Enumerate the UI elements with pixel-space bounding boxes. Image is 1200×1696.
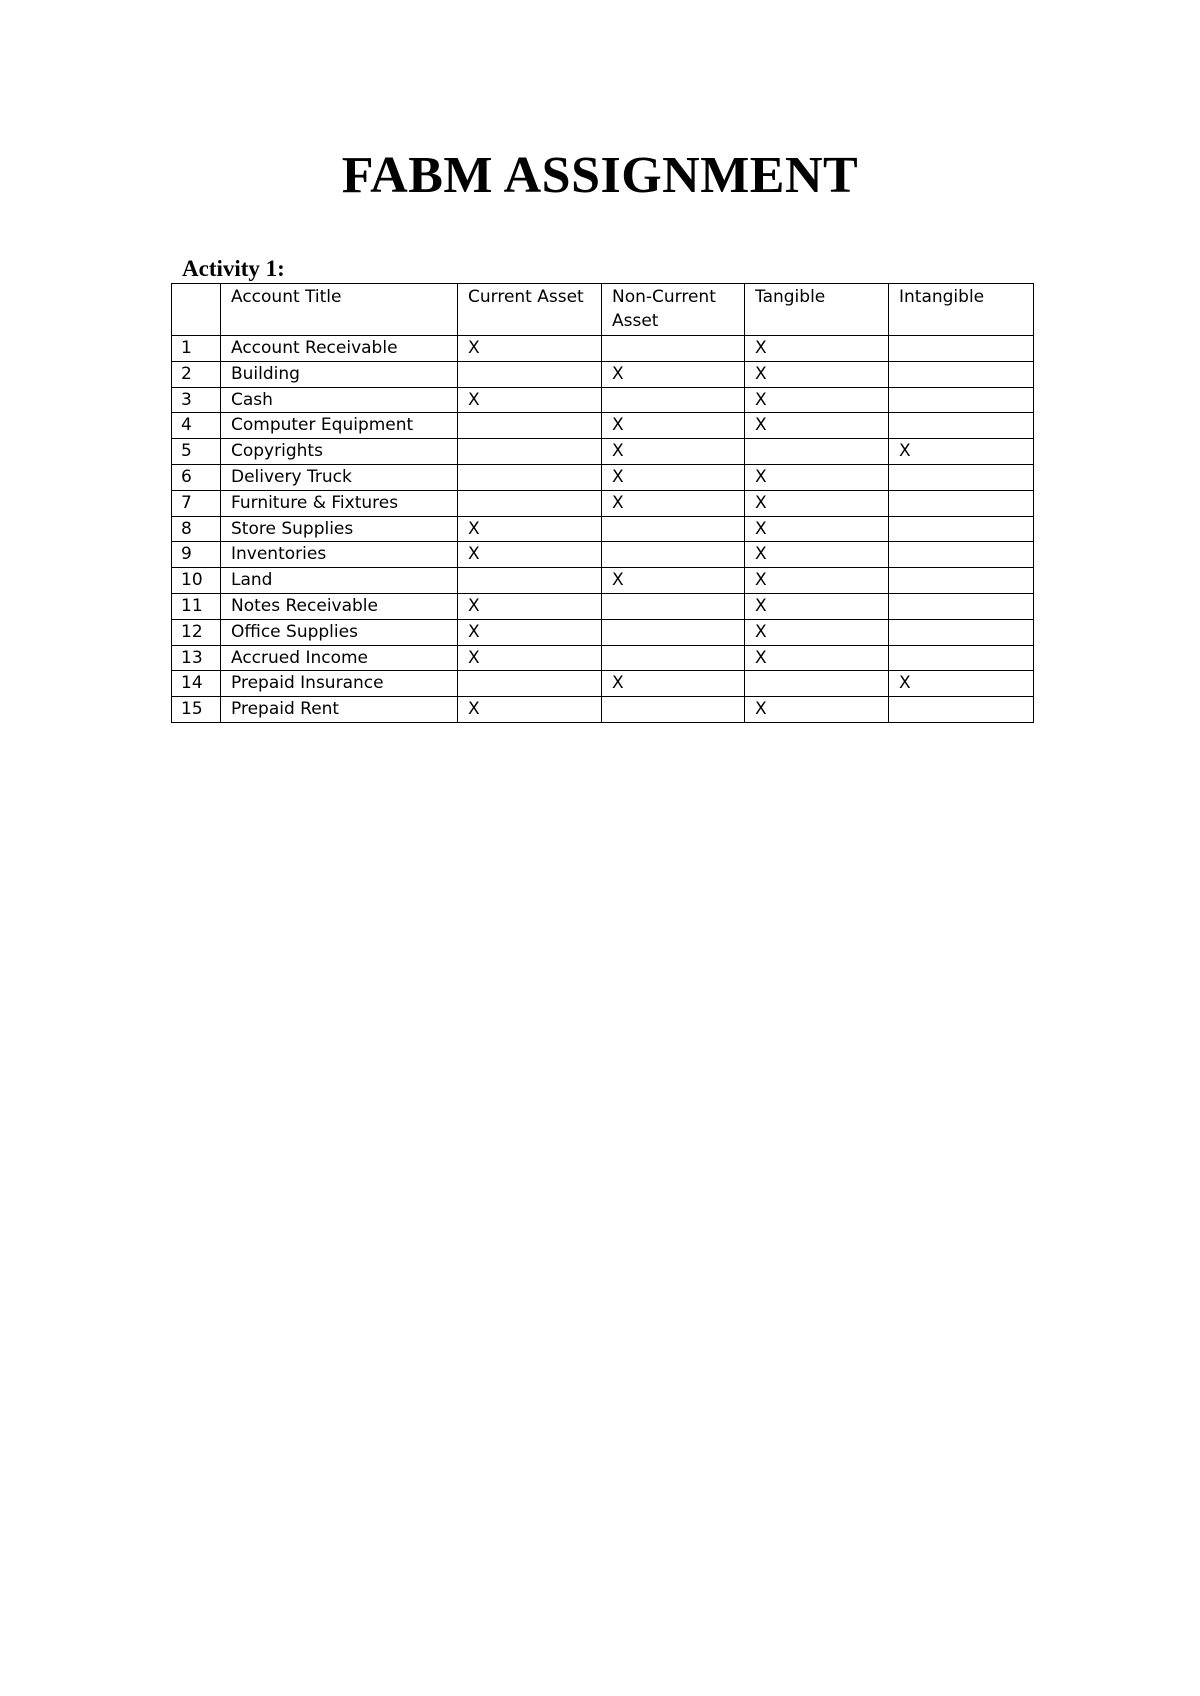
cell-current-asset xyxy=(458,439,602,465)
cell-non-current-asset xyxy=(602,336,745,362)
cell-account-title: Accrued Income xyxy=(221,645,458,671)
header-intangible: Intangible xyxy=(889,284,1034,336)
cell-number: 14 xyxy=(172,671,221,697)
cell-tangible: X xyxy=(745,361,889,387)
cell-non-current-asset xyxy=(602,516,745,542)
table-body xyxy=(172,284,1034,723)
cell-current-asset xyxy=(458,413,602,439)
cell-current-asset: X xyxy=(458,593,602,619)
cell-intangible xyxy=(889,516,1034,542)
cell-intangible xyxy=(889,619,1034,645)
cell-current-asset: X xyxy=(458,619,602,645)
cell-account-title: Furniture & Fixtures xyxy=(221,490,458,516)
cell-current-asset xyxy=(458,490,602,516)
cell-number: 5 xyxy=(172,439,221,465)
cell-intangible xyxy=(889,464,1034,490)
cell-account-title: Building xyxy=(221,361,458,387)
cell-number: 3 xyxy=(172,387,221,413)
account-classification-table xyxy=(171,283,1034,723)
cell-current-asset: X xyxy=(458,387,602,413)
cell-intangible xyxy=(889,361,1034,387)
cell-tangible: X xyxy=(745,568,889,594)
cell-account-title: Account Receivable xyxy=(221,336,458,362)
cell-tangible: X xyxy=(745,516,889,542)
cell-account-title: Prepaid Rent xyxy=(221,697,458,723)
cell-account-title: Prepaid Insurance xyxy=(221,671,458,697)
activity-heading: Activity 1: xyxy=(182,256,285,281)
cell-non-current-asset: X xyxy=(602,671,745,697)
table-row xyxy=(172,619,1034,645)
page-title: FABM ASSIGNMENT xyxy=(341,147,859,204)
cell-current-asset xyxy=(458,464,602,490)
cell-account-title: Cash xyxy=(221,387,458,413)
cell-number: 12 xyxy=(172,619,221,645)
table-row xyxy=(172,387,1034,413)
table-header-row xyxy=(172,284,1034,336)
cell-non-current-asset xyxy=(602,619,745,645)
header-number xyxy=(172,284,221,336)
cell-intangible xyxy=(889,387,1034,413)
cell-current-asset: X xyxy=(458,516,602,542)
cell-non-current-asset xyxy=(602,387,745,413)
cell-tangible: X xyxy=(745,619,889,645)
cell-account-title: Inventories xyxy=(221,542,458,568)
cell-current-asset xyxy=(458,361,602,387)
cell-non-current-asset xyxy=(602,593,745,619)
cell-current-asset: X xyxy=(458,336,602,362)
cell-tangible xyxy=(745,439,889,465)
cell-account-title: Copyrights xyxy=(221,439,458,465)
table-row xyxy=(172,439,1034,465)
cell-non-current-asset: X xyxy=(602,439,745,465)
cell-current-asset xyxy=(458,671,602,697)
cell-tangible: X xyxy=(745,542,889,568)
cell-intangible xyxy=(889,697,1034,723)
cell-tangible: X xyxy=(745,413,889,439)
cell-account-title: Store Supplies xyxy=(221,516,458,542)
cell-number: 1 xyxy=(172,336,221,362)
cell-intangible: X xyxy=(889,671,1034,697)
table-row xyxy=(172,464,1034,490)
cell-intangible xyxy=(889,413,1034,439)
header-tangible: Tangible xyxy=(745,284,889,336)
cell-intangible xyxy=(889,490,1034,516)
table-row xyxy=(172,593,1034,619)
cell-tangible: X xyxy=(745,697,889,723)
cell-account-title: Land xyxy=(221,568,458,594)
cell-current-asset: X xyxy=(458,645,602,671)
cell-intangible: X xyxy=(889,439,1034,465)
cell-number: 2 xyxy=(172,361,221,387)
table-row xyxy=(172,516,1034,542)
cell-tangible xyxy=(745,671,889,697)
table-row xyxy=(172,671,1034,697)
table-row xyxy=(172,490,1034,516)
table-row xyxy=(172,645,1034,671)
cell-number: 8 xyxy=(172,516,221,542)
table-row xyxy=(172,542,1034,568)
cell-account-title: Office Supplies xyxy=(221,619,458,645)
cell-number: 11 xyxy=(172,593,221,619)
cell-number: 7 xyxy=(172,490,221,516)
cell-non-current-asset: X xyxy=(602,568,745,594)
cell-non-current-asset xyxy=(602,542,745,568)
cell-tangible: X xyxy=(745,645,889,671)
cell-number: 6 xyxy=(172,464,221,490)
cell-intangible xyxy=(889,593,1034,619)
header-non-current-asset: Non-Current Asset xyxy=(602,284,745,336)
cell-tangible: X xyxy=(745,464,889,490)
cell-intangible xyxy=(889,542,1034,568)
cell-non-current-asset xyxy=(602,697,745,723)
cell-account-title: Delivery Truck xyxy=(221,464,458,490)
cell-tangible: X xyxy=(745,387,889,413)
cell-intangible xyxy=(889,336,1034,362)
cell-number: 10 xyxy=(172,568,221,594)
cell-account-title: Computer Equipment xyxy=(221,413,458,439)
cell-current-asset xyxy=(458,568,602,594)
cell-non-current-asset: X xyxy=(602,464,745,490)
table-row xyxy=(172,336,1034,362)
cell-non-current-asset: X xyxy=(602,361,745,387)
table-row xyxy=(172,568,1034,594)
cell-non-current-asset xyxy=(602,645,745,671)
header-current-asset: Current Asset xyxy=(458,284,602,336)
cell-tangible: X xyxy=(745,336,889,362)
cell-tangible: X xyxy=(745,593,889,619)
table-row xyxy=(172,697,1034,723)
table-row xyxy=(172,413,1034,439)
header-account-title: Account Title xyxy=(221,284,458,336)
cell-number: 4 xyxy=(172,413,221,439)
cell-intangible xyxy=(889,568,1034,594)
cell-number: 13 xyxy=(172,645,221,671)
cell-number: 9 xyxy=(172,542,221,568)
cell-non-current-asset: X xyxy=(602,490,745,516)
cell-tangible: X xyxy=(745,490,889,516)
cell-intangible xyxy=(889,645,1034,671)
cell-account-title: Notes Receivable xyxy=(221,593,458,619)
table-row xyxy=(172,361,1034,387)
cell-non-current-asset: X xyxy=(602,413,745,439)
cell-current-asset: X xyxy=(458,542,602,568)
cell-current-asset: X xyxy=(458,697,602,723)
cell-number: 15 xyxy=(172,697,221,723)
